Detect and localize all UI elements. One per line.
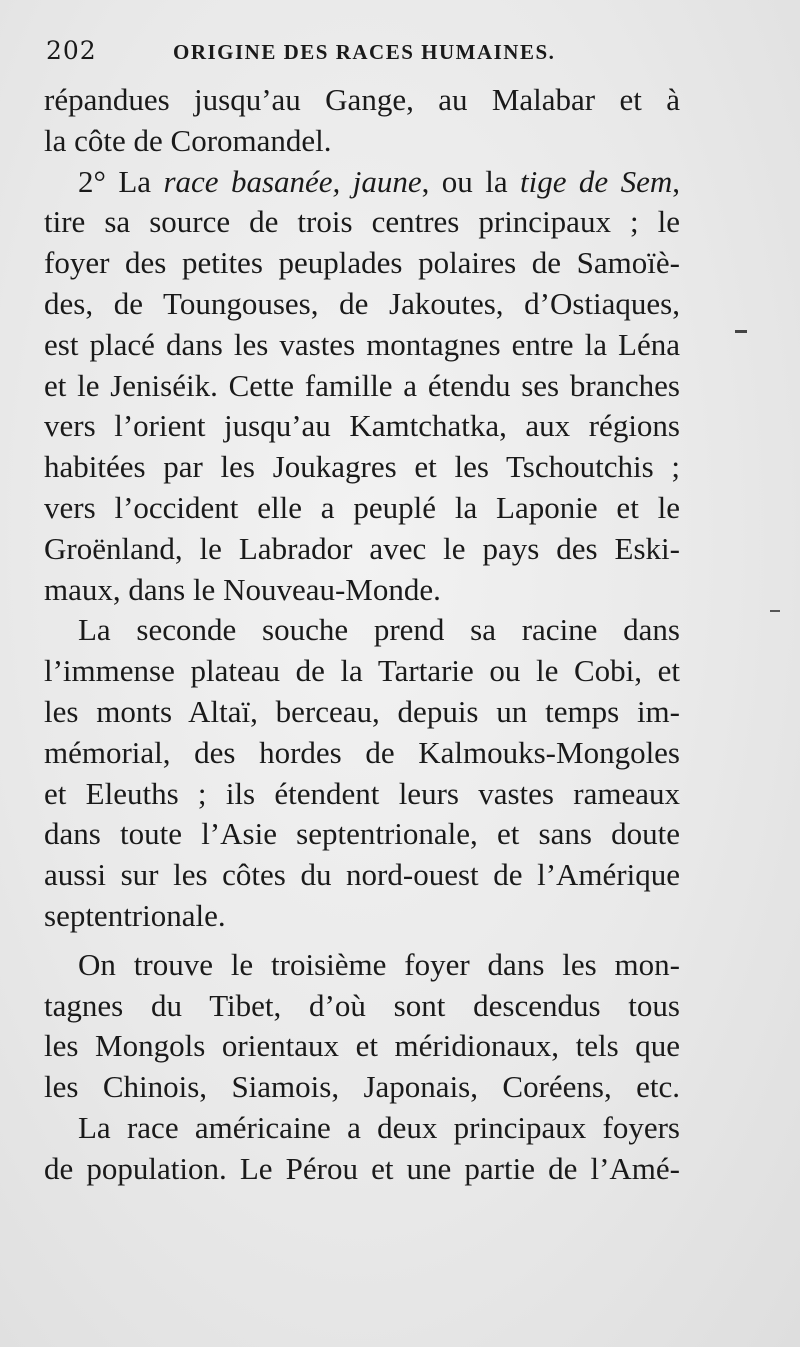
body-text	[44, 80, 680, 1190]
text-line: tire sa source de trois centres principaux ; le	[44, 204, 680, 240]
text-line: les Mongols orientaux et méridionaux, tels que	[44, 1028, 680, 1064]
text-line: tagnes du Tibet, d’où sont descendus tous	[44, 987, 680, 1023]
page-header	[40, 34, 680, 70]
text-line: aussi sur les côtes du nord-ouest de l’Amérique	[44, 857, 680, 893]
running-title: ORIGINE DES RACES HUMAINES.	[173, 40, 556, 64]
text-line: et le Jeniséik. Cette famille a étendu ses branches	[44, 367, 680, 403]
text-line: dans toute l’Asie septentrionale, et sans doute	[44, 816, 680, 852]
page-number: 202	[46, 36, 97, 65]
text-line: Groënland, le Labrador avec le pays des Eski-	[44, 530, 680, 566]
ink-mark	[770, 610, 780, 612]
text-span: 2° La	[78, 163, 164, 199]
text-line: est placé dans les vastes montagnes entre la Léna	[44, 326, 680, 362]
text-line: l’immense plateau de la Tartarie ou le Cobi, et	[44, 653, 680, 689]
italic-term: tige de Sem	[520, 163, 673, 199]
text-line: La seconde souche prend sa racine dans	[78, 612, 680, 648]
text-line: maux, dans le Nouveau-Monde.	[44, 571, 441, 607]
text-line: de population. Le Pérou et une partie de l’Amé-	[44, 1150, 680, 1186]
italic-term: race basanée, jaune	[163, 163, 422, 199]
text-line: la côte de Coromandel.	[44, 122, 332, 158]
text-span: ,	[672, 163, 680, 199]
text-line: répandues jusqu’au Gange, au Malabar et à	[44, 82, 680, 117]
text-line: septentrionale.	[44, 897, 226, 933]
text-span: , ou la	[421, 163, 521, 199]
ink-mark	[735, 330, 747, 333]
text-line: vers l’occident elle a peuplé la Laponie et le	[44, 489, 680, 525]
text-line: et Eleuths ; ils étendent leurs vastes rameaux	[44, 775, 680, 811]
text-line: les monts Altaï, berceau, depuis un temps im-	[44, 693, 680, 729]
text-line: On trouve le troisième foyer dans les mon-	[78, 946, 680, 982]
text-line: les Chinois, Siamois, Japonais, Coréens, etc.	[44, 1069, 680, 1105]
text-line: habitées par les Joukagres et les Tschoutchis ;	[44, 449, 680, 485]
text-line: des, de Toungouses, de Jakoutes, d’Ostiaques,	[44, 285, 680, 321]
text-line: foyer des petites peuplades polaires de Samoïè-	[44, 245, 680, 281]
text-line: mémorial, des hordes de Kalmouks-Mongoles	[44, 734, 680, 770]
text-line: vers l’orient jusqu’au Kamtchatka, aux régions	[44, 408, 680, 444]
text-line-race-basanee	[44, 162, 680, 203]
text-line: La race américaine a deux principaux foyers	[78, 1109, 680, 1145]
